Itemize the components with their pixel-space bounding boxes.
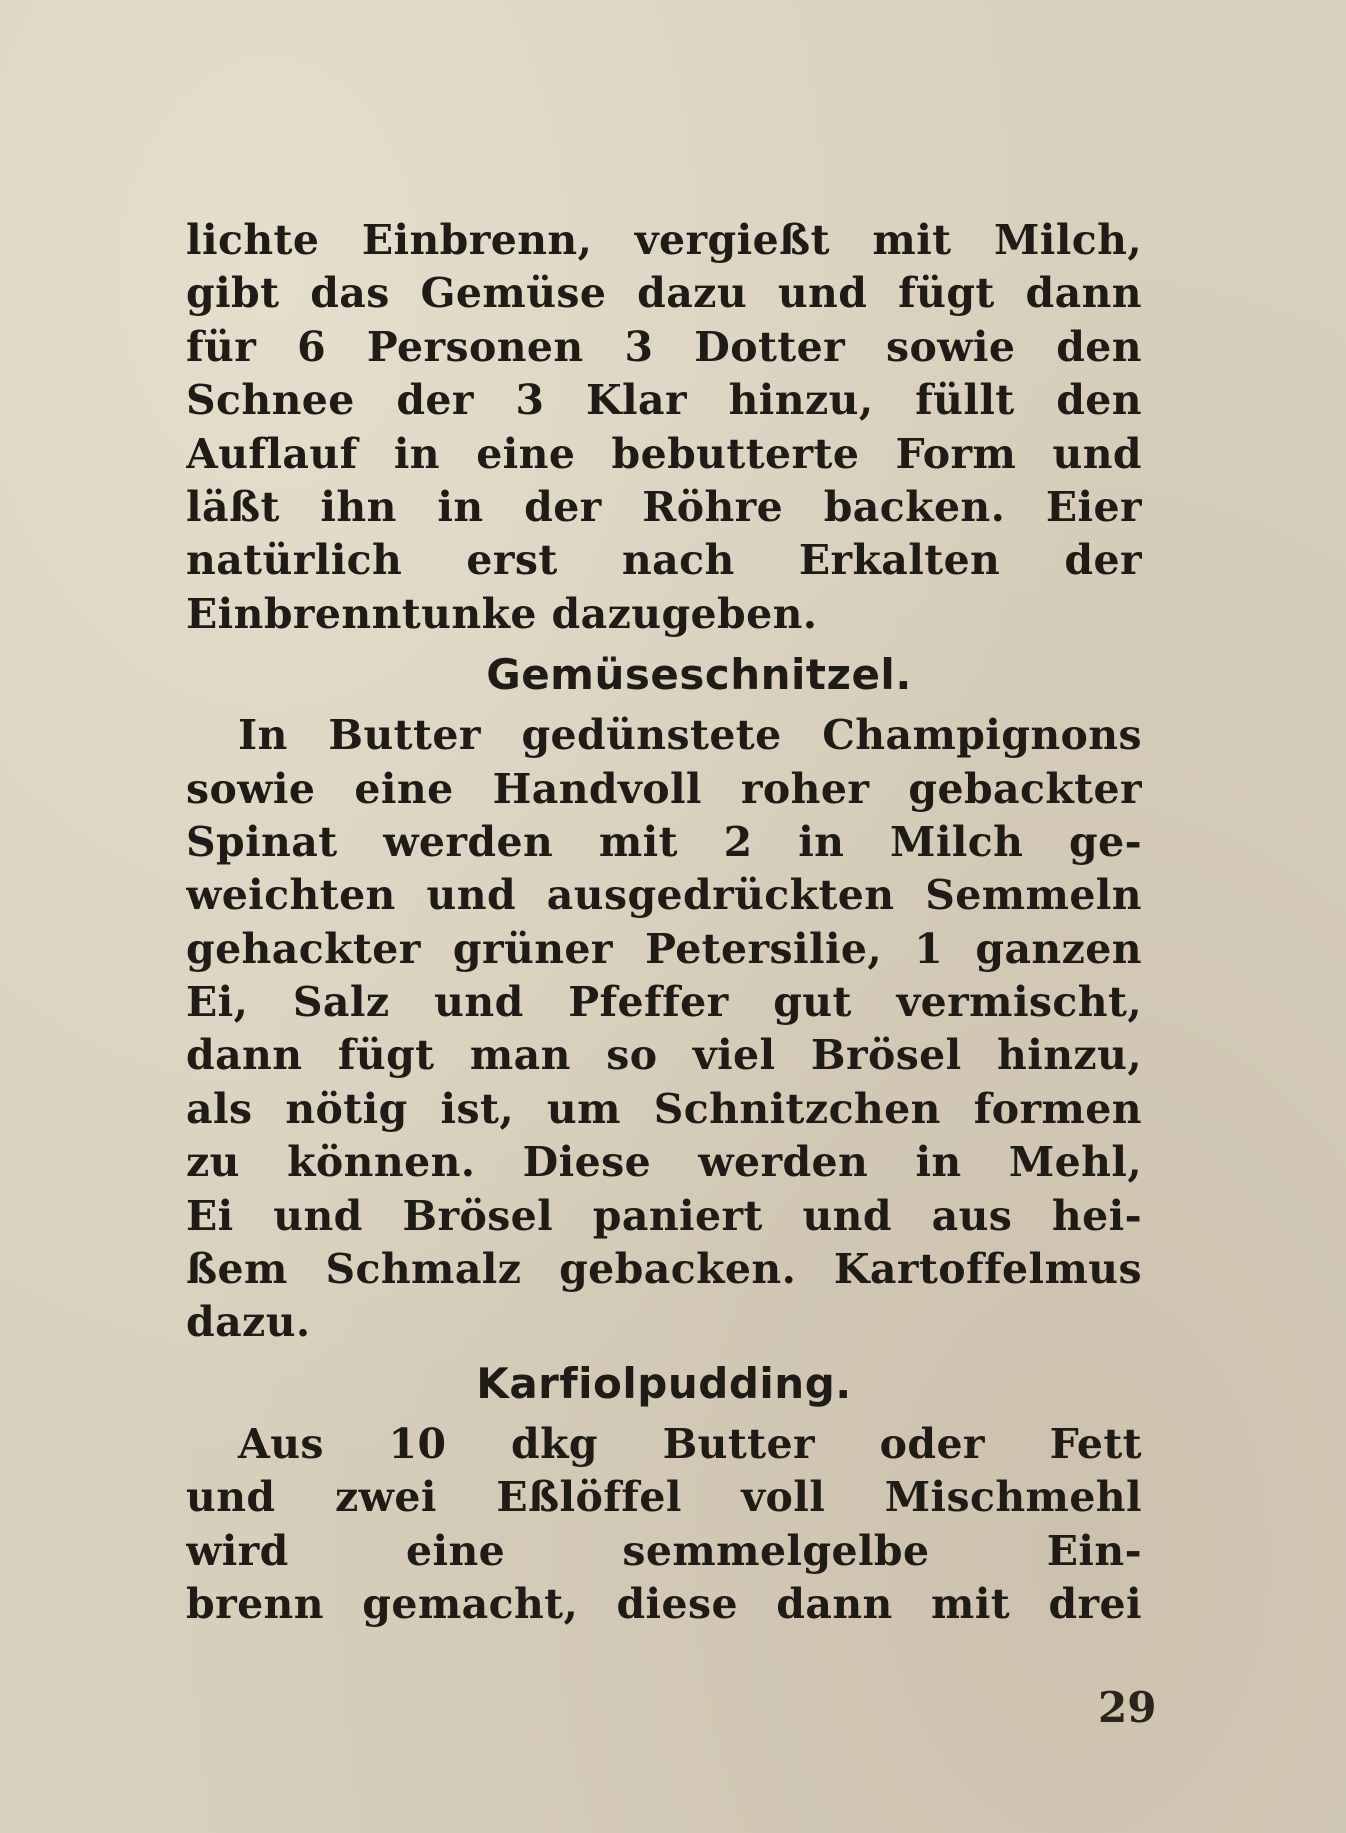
- text-line: Ei und Brösel paniert und aus hei-: [186, 1191, 1142, 1240]
- text-line: für 6 Personen 3 Dotter sowie den: [186, 322, 1142, 371]
- text-line: weichten und ausgedrückten Semmeln: [186, 871, 1142, 920]
- text-line: zu können. Diese werden in Mehl,: [186, 1138, 1142, 1187]
- text-line: Schnee der 3 Klar hinzu, füllt den: [186, 376, 1142, 425]
- text-line: natürlich erst nach Erkalten der: [186, 536, 1142, 585]
- text-line: wird eine semmelgelbe Ein-: [186, 1526, 1142, 1575]
- text-line: brenn gemacht, diese dann mit drei: [186, 1579, 1142, 1628]
- text-line: Aus 10 dkg Butter oder Fett: [238, 1419, 1142, 1468]
- text-line: als nötig ist, um Schnitzchen formen: [186, 1084, 1142, 1133]
- text-line: In Butter gedünstete Champignons: [238, 711, 1142, 760]
- text-line: Auflauf in eine bebutterte Form und: [186, 429, 1142, 478]
- text-line: dazu.: [186, 1298, 311, 1347]
- page-text: [186, 214, 1142, 1631]
- text-line: sowie eine Handvoll roher gebackter: [186, 764, 1142, 813]
- text-line: gehackter grüner Petersilie, 1 ganzen: [186, 924, 1142, 973]
- recipe-heading-gemueseschnitzel: Gemüseschnitzel.: [486, 650, 912, 700]
- page-number: 29: [1098, 1683, 1157, 1732]
- paragraph-gemueseschnitzel: [186, 709, 1142, 1350]
- text-line: und zwei Eßlöffel voll Mischmehl: [186, 1473, 1142, 1522]
- paragraph-karfiolpudding: [186, 1418, 1142, 1632]
- text-line: Ei, Salz und Pfeffer gut vermischt,: [186, 978, 1142, 1027]
- text-line: Einbrenntunke dazugeben.: [186, 589, 818, 638]
- text-line: ßem Schmalz gebacken. Kartoffelmus: [186, 1245, 1142, 1294]
- recipe-heading-karfiolpudding: Karfiolpudding.: [476, 1358, 852, 1408]
- text-line: Spinat werden mit 2 in Milch ge-: [186, 817, 1142, 866]
- text-line: läßt ihn in der Röhre backen. Eier: [186, 482, 1142, 531]
- text-line: lichte Einbrenn, vergießt mit Milch,: [186, 216, 1142, 264]
- text-line: gibt das Gemüse dazu und fügt dann: [186, 269, 1142, 318]
- text-line: dann fügt man so viel Brösel hinzu,: [186, 1031, 1142, 1080]
- paragraph-einbrenn-continued: [186, 214, 1142, 641]
